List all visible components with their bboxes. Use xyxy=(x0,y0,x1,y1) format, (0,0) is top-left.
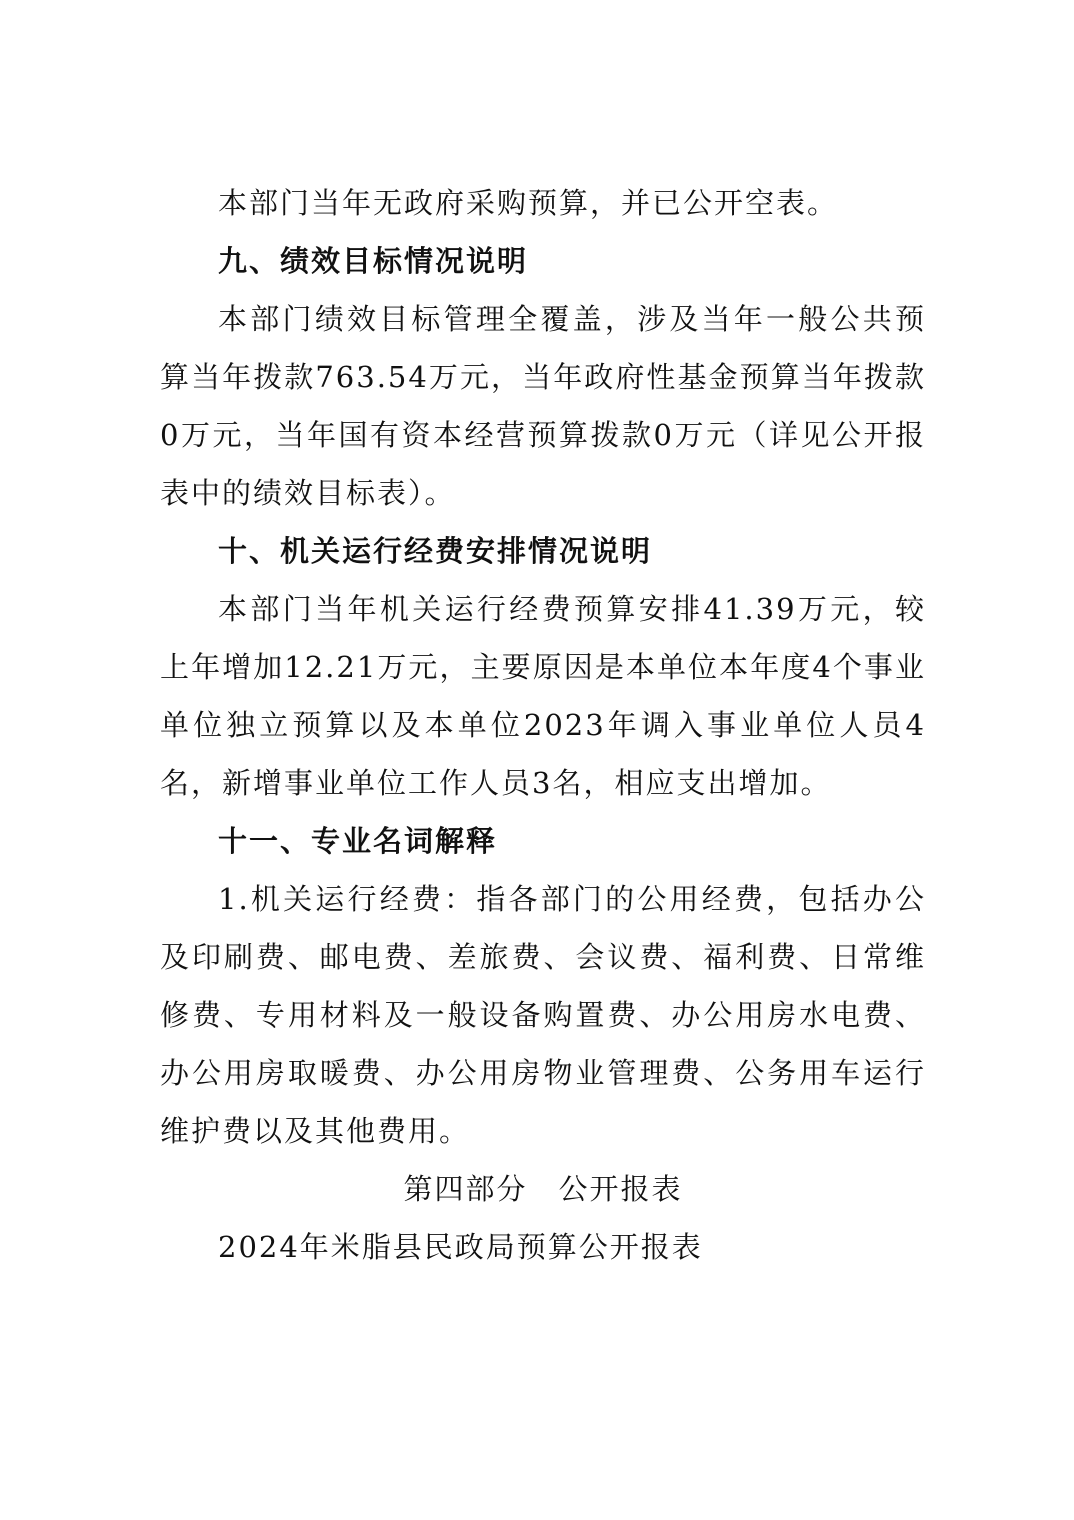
procurement-paragraph: 本部门当年无政府采购预算，并已公开空表。 xyxy=(218,186,839,220)
glossary-item-1: 1.机关运行经费：指各部门的公用经费，包括办公及印刷费、邮电费、差旅费、会议费、福利费、日常维修费、专用材料及一般设备购置费、办公用房水电费、办公用房取暖费、办公用房物业管理费、公务用车运行维护费以及其他费用。 xyxy=(160,882,926,1148)
section-9-heading: 九、绩效目标情况说明 xyxy=(218,244,529,278)
part-4-title: 第四部分 公开报表 xyxy=(403,1172,683,1206)
section-11-heading: 十一、专业名词解释 xyxy=(218,824,498,858)
report-name: 2024年米脂县民政局预算公开报表 xyxy=(218,1230,703,1264)
operating-funds-paragraph: 本部门当年机关运行经费预算安排41.39万元，较上年增加12.21万元，主要原因是本单位本年度4个事业单位独立预算以及本单位2023年调入事业单位人员4名，新增事业单位工作人员3名，相应支出增加。 xyxy=(160,592,926,800)
document-body xyxy=(160,174,926,1276)
section-10-heading: 十、机关运行经费安排情况说明 xyxy=(218,534,653,568)
performance-paragraph: 本部门绩效目标管理全覆盖，涉及当年一般公共预算当年拨款763.54万元，当年政府性基金预算当年拨款0万元，当年国有资本经营预算拨款0万元（详见公开报表中的绩效目标表）。 xyxy=(160,302,926,510)
